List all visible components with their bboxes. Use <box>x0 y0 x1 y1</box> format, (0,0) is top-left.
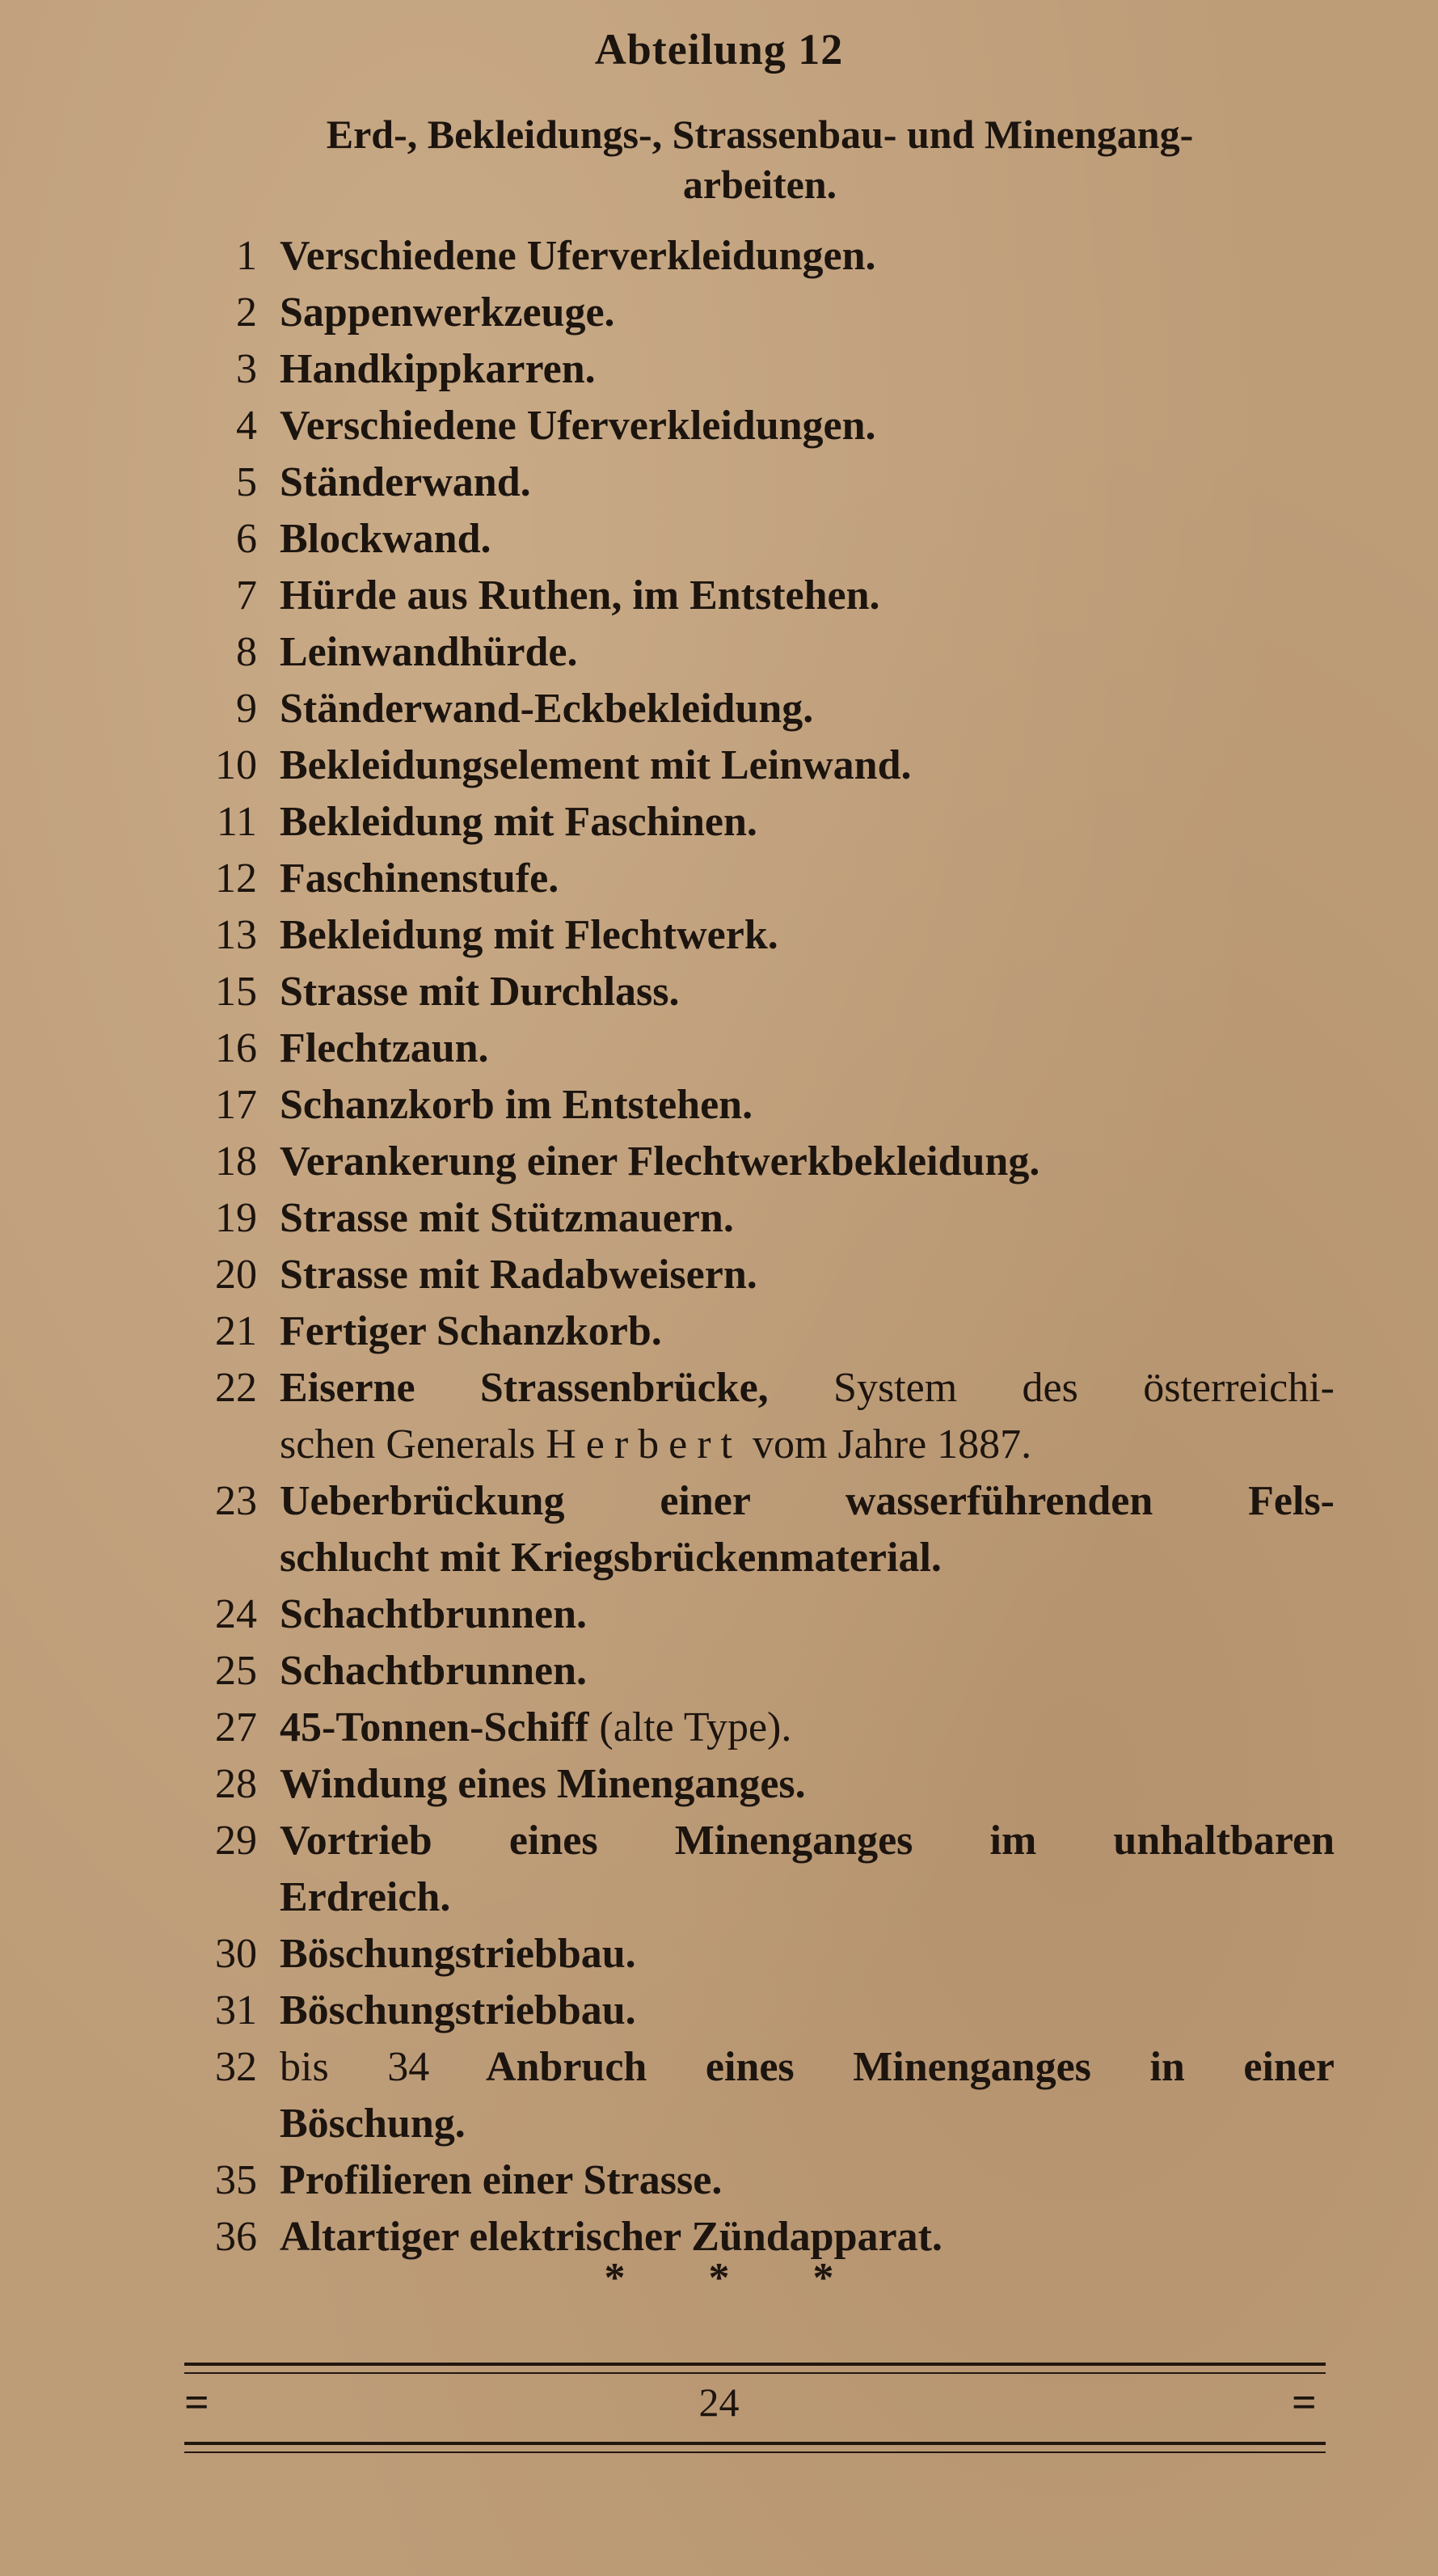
entry-bold-part: Eiserne Strassenbrücke, <box>280 1365 769 1411</box>
entry-text: Schachtbrunnen. <box>280 1591 587 1637</box>
entry-number: 9 <box>236 686 257 732</box>
entry-light-part: vom Jahre 1887. <box>742 1421 1032 1467</box>
entry-text: Strasse mit Durchlass. <box>280 969 680 1015</box>
page-title: Abteilung 12 <box>594 25 844 74</box>
entry-text: Sappenwerkzeuge. <box>280 289 615 336</box>
footer-right-mark: = <box>1292 2378 1317 2426</box>
entry-text: Bekleidung mit Faschinen. <box>280 799 757 845</box>
entry-text: Verschiedene Uferverkleidungen. <box>280 403 876 449</box>
entry-line-2: Erdreich. <box>280 1874 451 1920</box>
entry-text: Handkippkarren. <box>280 346 596 392</box>
entry-text: Schachtbrunnen. <box>280 1648 587 1694</box>
entry-text: Strasse mit Radabweisern. <box>280 1252 757 1298</box>
entry-line-2: Böschung. <box>280 2101 466 2147</box>
page-number: 24 <box>698 2380 740 2425</box>
entry-number: 36 <box>215 2214 257 2260</box>
entry-number: 21 <box>215 1308 257 1354</box>
footer-left-mark: = <box>184 2378 209 2426</box>
entry-number: 17 <box>215 1082 257 1128</box>
entry-number: 16 <box>215 1025 257 1071</box>
entry-text: Fertiger Schanzkorb. <box>280 1308 662 1354</box>
entry-number: 18 <box>215 1138 257 1185</box>
entry-number: 31 <box>215 1987 257 2033</box>
entry-number: 10 <box>215 742 257 788</box>
footer-rule-bottom <box>184 2442 1326 2453</box>
entry-text <box>280 1473 1335 1586</box>
entry-text: Ständerwand-Eckbekleidung. <box>280 686 814 732</box>
entry-text <box>280 1700 1335 1756</box>
footer-rule-top <box>184 2363 1326 2374</box>
entry-line-1 <box>280 1360 1335 1417</box>
entry-text: Bekleidungselement mit Leinwand. <box>280 742 912 788</box>
subtitle-line-2: arbeiten. <box>682 162 837 207</box>
entry-text: Verankerung einer Flechtwerkbekleidung. <box>280 1138 1040 1185</box>
entry-number: 2 <box>236 289 257 336</box>
entry-text: Blockwand. <box>280 516 491 562</box>
entry-text: Flechtzaun. <box>280 1025 489 1071</box>
entry-light-part: (alte Type). <box>588 1704 792 1750</box>
entry-light-part: bis 34 <box>280 2044 430 2090</box>
entry-number: 1 <box>236 233 257 279</box>
entry-number: 15 <box>215 969 257 1015</box>
entry-line-2 <box>280 1417 1335 1473</box>
entry-number: 3 <box>236 346 257 392</box>
entry-number: 32 <box>215 2044 257 2090</box>
entry-light-part: System des österreichi- <box>768 1365 1335 1411</box>
entry-number: 4 <box>236 403 257 449</box>
entry-text: Schanzkorb im Entstehen. <box>280 1082 753 1128</box>
entry-number: 6 <box>236 516 257 562</box>
entry-number: 28 <box>215 1761 257 1807</box>
entry-text: Bekleidung mit Flechtwerk. <box>280 912 778 958</box>
entry-text <box>280 1813 1335 1926</box>
entry-text: Böschungstriebbau. <box>280 1987 636 2033</box>
subtitle-line-1: Erd-, Bekleidungs-, Strassenbau- und Minengang- <box>326 112 1194 157</box>
entry-number: 24 <box>215 1591 257 1637</box>
entry-text: Verschiedene Uferverkleidungen. <box>280 233 876 279</box>
entry-text: Leinwandhürde. <box>280 629 578 675</box>
entry-number: 8 <box>236 629 257 675</box>
section-subtitle <box>186 109 1334 209</box>
entry-text <box>280 1360 1335 1473</box>
entry-light-part: schen Generals <box>280 1421 546 1467</box>
entry-number: 11 <box>216 799 257 845</box>
entry-line-1 <box>280 2039 1335 2096</box>
entry-number: 13 <box>215 912 257 958</box>
entry-text: Altartiger elektrischer Zündapparat. <box>280 2214 943 2260</box>
entry-text: Windung eines Minenganges. <box>280 1761 806 1807</box>
ornament-asterisks: * * * <box>604 2255 834 2301</box>
entry-number: 30 <box>215 1931 257 1977</box>
entry-number: 7 <box>236 572 257 619</box>
entry-number: 35 <box>215 2157 257 2203</box>
entry-text: Strasse mit Stützmauern. <box>280 1195 734 1241</box>
entry-number: 20 <box>215 1252 257 1298</box>
entry-number: 5 <box>236 459 257 505</box>
entry-number: 27 <box>215 1704 257 1750</box>
entry-number: 23 <box>215 1478 257 1524</box>
entry-text: Böschungstriebbau. <box>280 1931 636 1977</box>
entry-line-1: Ueberbrückung einer wasserführenden Fels- <box>280 1478 1335 1524</box>
entry-text: Hürde aus Ruthen, im Entstehen. <box>280 572 880 619</box>
entry-number: 29 <box>215 1818 257 1864</box>
entry-number: 12 <box>215 855 257 902</box>
entry-spaced-name: Herbert <box>546 1421 742 1467</box>
entry-bold-part: Anbruch eines Minenganges in einer <box>429 2044 1335 2090</box>
entry-text: Faschinenstufe. <box>280 855 559 902</box>
entry-bold-part: 45-Tonnen-Schiff <box>280 1704 589 1750</box>
entry-text <box>280 2039 1335 2152</box>
entry-text: Ständerwand. <box>280 459 531 505</box>
entry-line-2: schlucht mit Kriegsbrückenmaterial. <box>280 1535 942 1581</box>
entry-number: 22 <box>215 1365 257 1411</box>
entry-text: Profilieren einer Strasse. <box>280 2157 723 2203</box>
entry-line-1: Vortrieb eines Minenganges im unhaltbaren <box>280 1818 1335 1864</box>
entry-number: 19 <box>215 1195 257 1241</box>
entry-number: 25 <box>215 1648 257 1694</box>
